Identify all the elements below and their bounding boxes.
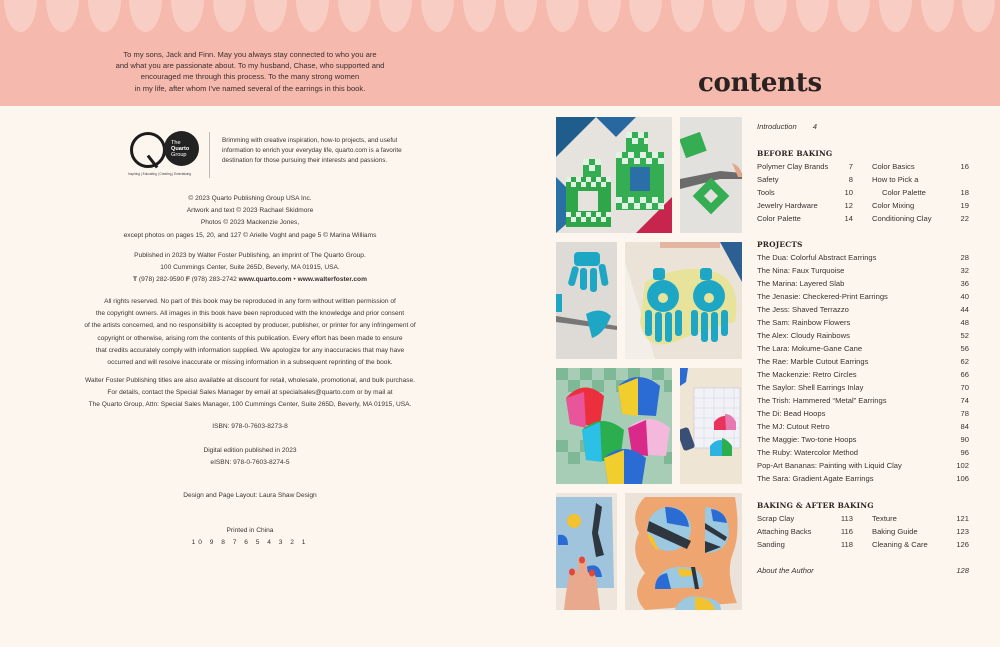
website-link[interactable]: www.quarto.com <box>238 276 292 284</box>
toc-item-project[interactable] <box>757 305 969 314</box>
phone-label: T <box>133 276 138 284</box>
toc-item-project[interactable] <box>757 409 969 418</box>
toc-label: Polymer Clay Brands <box>757 162 829 171</box>
toc-item[interactable] <box>872 514 969 523</box>
toc-page: 32 <box>960 266 969 275</box>
toc-item-project[interactable] <box>757 279 969 288</box>
sales-line: For details, contact the Special Sales Manager by email at specialsales@quarto.com or by mail at <box>107 389 393 397</box>
quarto-disc <box>164 131 199 166</box>
arch-earrings-image <box>556 368 672 484</box>
toc-item[interactable] <box>757 175 853 184</box>
scallop <box>875 0 917 32</box>
toc-page: 121 <box>956 514 969 523</box>
digital-edition <box>40 445 460 469</box>
scallop <box>458 0 500 32</box>
toc-page: 116 <box>840 527 853 536</box>
toc-label: The Saylor: Shell Earrings Inlay <box>757 383 864 392</box>
scallop <box>708 0 750 32</box>
toc-item[interactable] <box>757 514 853 523</box>
toc-page: 90 <box>960 435 969 444</box>
section-heading-projects: PROJECTS <box>757 240 803 249</box>
toc-item-about-author[interactable] <box>757 566 969 575</box>
sales-line: The Quarto Group, Attn: Special Sales Manager, 100 Cummings Center, Suite 265D, Beverly, MA 01915, USA. <box>88 401 412 409</box>
photo-blue-slab-with-hand <box>556 493 617 610</box>
header-band <box>0 0 1000 106</box>
toc-page: 10 <box>844 188 853 197</box>
toc-label: The Dua: Colorful Abstract Earrings <box>757 253 877 262</box>
isbn <box>40 421 460 433</box>
rights-line: of the artists concerned, and no responsibility is accepted by producer, publisher, or printer for any infringement of <box>84 322 416 330</box>
toc-label: The Ruby: Watercolor Method <box>757 448 859 457</box>
scallop <box>292 0 334 32</box>
published-line: Published in 2023 by Walter Foster Publishing, an imprint of The Quarto Group. <box>134 252 366 259</box>
rights-line: that credits accurately comply with information supplied. We apologize for any inaccuracies that may have <box>95 346 405 354</box>
digital-line: Digital edition published in 2023 <box>203 447 297 454</box>
credit-line: © 2023 Quarto Publishing Group USA Inc. <box>188 195 312 202</box>
toc-label: The Nina: Faux Turquoise <box>757 266 845 275</box>
toc-label: Color Basics <box>872 162 915 171</box>
toc-item-project[interactable] <box>757 357 969 366</box>
toc-page: 36 <box>960 279 969 288</box>
toc-page: 8 <box>848 175 853 184</box>
section-heading-baking: BAKING & AFTER BAKING <box>757 501 874 510</box>
toc-page: 28 <box>960 253 969 262</box>
scallop <box>417 0 459 32</box>
toc-label: Sanding <box>757 540 785 549</box>
q-letter-icon <box>130 132 166 168</box>
toc-item-project[interactable] <box>757 474 969 483</box>
toc-label: Baking Guide <box>872 527 918 536</box>
toc-item-project[interactable] <box>757 422 969 431</box>
print-info <box>40 525 460 549</box>
sales-line: Walter Foster Publishing titles are also available at discount for retail, wholesale, promotional, and bulk purchase. <box>85 377 415 384</box>
scallop <box>667 0 709 32</box>
toc-page: 52 <box>960 331 969 340</box>
toc-item-project[interactable] <box>757 448 969 457</box>
toc-page: 22 <box>960 214 969 223</box>
scallop <box>0 0 42 32</box>
toc-label: The Sam: Rainbow Flowers <box>757 318 851 327</box>
toc-page: 62 <box>960 357 969 366</box>
toc-page: 113 <box>840 514 853 523</box>
toc-item[interactable] <box>872 527 969 536</box>
toc-label: The Rae: Marble Cutout Earrings <box>757 357 869 366</box>
logo-tagline: Inspiring | Educating | Creating | Entertaining <box>128 172 192 176</box>
scallop <box>250 0 292 32</box>
dedication-line: To my sons, Jack and Finn. May you always stay connected to who you are <box>123 50 377 59</box>
rights-line: the copyright owners. All images in this book have been reproduced with the knowledge and prior consent <box>95 310 405 318</box>
photo-pliers-checkered-earring <box>680 117 742 233</box>
toc-page: 14 <box>844 214 853 223</box>
disc-text: Group <box>171 152 187 159</box>
credit-line: Photos © 2023 Mackenzie Jones, <box>200 219 300 227</box>
toc-item-project[interactable] <box>757 331 969 340</box>
toc-page: 66 <box>960 370 969 379</box>
design-credit <box>40 490 460 502</box>
toc-page: 123 <box>956 527 969 536</box>
sales-block <box>40 375 460 412</box>
toc-label: Texture <box>872 514 897 523</box>
toc-label: How to Pick a <box>872 175 919 184</box>
toc-item-project[interactable] <box>757 292 969 301</box>
credits-block <box>40 193 460 242</box>
toc-page: 78 <box>960 409 969 418</box>
toc-label: Color Palette <box>757 214 801 223</box>
toc-item[interactable] <box>757 214 853 223</box>
toc-item-project[interactable] <box>757 435 969 444</box>
toc-page: 70 <box>960 383 969 392</box>
printed-line: Printed in China <box>226 527 274 534</box>
toc-label: About the Author <box>757 566 814 575</box>
scallop <box>791 0 833 32</box>
divider <box>209 132 210 178</box>
scallop <box>83 0 125 32</box>
rights-line: occurred and will resolve inaccurate or missing information in a subsequent reprinting of the book. <box>107 359 393 367</box>
credit-line: except photos on pages 15, 20, and 127 © Arielle Voght and page 5 © Marina Williams <box>123 231 377 239</box>
turquoise-pieces-image <box>556 242 617 359</box>
toc-label: Color Mixing <box>872 201 915 210</box>
separator: • <box>293 276 296 284</box>
printer-key: 10 9 8 7 6 5 4 3 2 1 <box>191 539 309 547</box>
toc-label: The Lara: Mokume-Gane Cane <box>757 344 863 353</box>
dedication-line: encouraged me through this process. To the many strong women <box>140 72 360 82</box>
toc-label: Tools <box>757 188 775 197</box>
scallop <box>833 0 875 32</box>
toc-page: 40 <box>960 292 969 301</box>
toc-item-project[interactable] <box>757 344 969 353</box>
address-line: 100 Cummings Center, Suite 265D, Beverly, MA 01915, USA. <box>160 264 340 272</box>
publisher-info <box>40 250 460 287</box>
toc-item[interactable] <box>757 540 853 549</box>
toc-label: Attaching Backs <box>757 527 812 536</box>
toc-item-project[interactable] <box>757 318 969 327</box>
dedication-line: in my life, after whom I've named several of the earrings in this book. <box>134 83 366 93</box>
website-link[interactable]: www.walterfoster.com <box>297 276 367 284</box>
rights-line: copyright or otherwise, arising rom the contents of this publication. Every effort has been made to ensure <box>97 334 403 342</box>
toc-page: 128 <box>956 566 969 575</box>
toc-page: 18 <box>960 188 969 197</box>
checkered-earrings-image <box>556 117 672 233</box>
toc-label: Conditioning Clay <box>872 214 932 223</box>
toc-label: Cleaning & Care <box>872 540 928 549</box>
toc-page: 44 <box>960 305 969 314</box>
toc-label: The Jess: Shaved Terrazzo <box>757 305 849 314</box>
scallop <box>583 0 625 32</box>
toc-item[interactable] <box>757 527 853 536</box>
retro-circles-image <box>625 493 742 610</box>
fax: (978) 283-2742 <box>191 276 237 284</box>
design-line: Design and Page Layout: Laura Shaw Design <box>183 492 317 499</box>
toc-page: 19 <box>960 201 969 210</box>
photo-retro-circle-pieces <box>625 493 742 610</box>
toc-label: Safety <box>757 175 779 184</box>
toc-item[interactable] <box>872 162 969 171</box>
toc-page: 106 <box>956 474 969 483</box>
toc-item-project[interactable] <box>757 266 969 275</box>
toc-label: Color Palette <box>882 188 926 197</box>
scallop <box>125 0 167 32</box>
toc-label: The Maggie: Two-tone Hoops <box>757 435 857 444</box>
scallop <box>167 0 209 32</box>
scallop <box>750 0 792 32</box>
toc-page: 96 <box>960 448 969 457</box>
photo-turquoise-pieces-pliers <box>556 242 617 359</box>
dedication <box>40 49 460 94</box>
photo-colorblock-arch-earrings <box>556 368 672 484</box>
toc-item-project[interactable] <box>757 461 969 470</box>
toc-page: 84 <box>960 422 969 431</box>
photo-arch-earrings-on-grid <box>680 368 742 484</box>
toc-label: The Jenasie: Checkered-Print Earrings <box>757 292 888 301</box>
toc-label: Jewelry Hardware <box>757 201 818 210</box>
scallop <box>208 0 250 32</box>
toc-page: 74 <box>960 396 969 405</box>
toc-item[interactable] <box>872 175 969 184</box>
toc-page: 56 <box>960 344 969 353</box>
scallop <box>625 0 667 32</box>
toc-label: The Sara: Gradient Agate Earrings <box>757 474 874 483</box>
toc-label: The MJ: Cutout Retro <box>757 422 830 431</box>
scallop-border <box>0 0 1000 32</box>
rights-line: All rights reserved. No part of this book may be reproduced in any form without written permission of <box>104 298 396 305</box>
scallop <box>916 0 958 32</box>
toc-item-project[interactable] <box>757 370 969 379</box>
toc-page: 12 <box>844 201 853 210</box>
toc-page: 48 <box>960 318 969 327</box>
photo-green-checkered-square-earrings <box>556 117 672 233</box>
isbn-line: ISBN: 978-0-7603-8273-8 <box>212 423 288 430</box>
eisbn-line: eISBN: 978-0-7603-8274-5 <box>210 459 290 467</box>
slab-hand-image <box>556 493 617 610</box>
toc-page: 7 <box>848 162 853 171</box>
disc-text: The <box>171 140 181 146</box>
toc-label: Pop-Art Bananas: Painting with Liquid Clay <box>757 461 902 470</box>
toc-page: 118 <box>840 540 853 549</box>
toc-item[interactable] <box>757 201 853 210</box>
quarto-logo <box>128 130 200 178</box>
toc-page: 16 <box>960 162 969 171</box>
page-title: contents <box>698 68 822 98</box>
publisher-blurb: Brimming with creative inspiration, how-to projects, and useful information to enrich your everyday life, quarto.com is a favorite destination for those pursuing their interests and passions. <box>222 137 402 164</box>
toc-item-introduction[interactable] <box>757 122 817 131</box>
toc-label: Scrap Clay <box>757 514 795 523</box>
pliers-image <box>680 117 742 233</box>
toc-item[interactable] <box>757 188 853 197</box>
fax-label: F <box>185 276 190 284</box>
phone: (978) 282-9590 <box>138 276 185 284</box>
toc-label: The Marina: Layered Slab <box>757 279 845 288</box>
scallop <box>500 0 542 32</box>
chandelier-earrings-image <box>625 242 742 359</box>
toc-item[interactable] <box>872 214 969 223</box>
credit-line: Artwork and text © 2023 Rachael Skidmore <box>186 207 314 215</box>
toc-label: The Mackenzie: Retro Circles <box>757 370 857 379</box>
grid-sketch-image <box>680 368 742 484</box>
toc-item[interactable] <box>872 540 969 549</box>
scallop <box>542 0 584 32</box>
toc-page: 102 <box>956 461 969 470</box>
scallop <box>375 0 417 32</box>
toc-label: The Alex: Cloudy Rainbows <box>757 331 850 340</box>
toc-item[interactable] <box>872 201 969 210</box>
section-heading-before-baking: BEFORE BAKING <box>757 149 833 158</box>
toc-item-project[interactable] <box>757 396 969 405</box>
toc-page: 126 <box>956 540 969 549</box>
scallop <box>333 0 375 32</box>
toc-item-project[interactable] <box>757 253 969 262</box>
disc-text-bold: Quarto <box>171 146 190 153</box>
photo-turquoise-chandelier-earrings <box>625 242 742 359</box>
toc-item[interactable] <box>882 188 969 197</box>
toc-item[interactable] <box>757 162 853 171</box>
toc-item-project[interactable] <box>757 383 969 392</box>
dedication-line: and what you are passionate about. To my husband, Chase, who supported and <box>115 61 385 71</box>
scallop <box>42 0 84 32</box>
toc-label: The Di: Bead Hoops <box>757 409 826 418</box>
rights-block <box>40 296 460 369</box>
scallop <box>958 0 1000 32</box>
toc-label: The Trish: Hammered “Metal” Earrings <box>757 396 887 405</box>
contact-line <box>40 274 460 286</box>
toc-page: 4 <box>812 122 817 131</box>
toc-label: Introduction <box>757 122 797 131</box>
